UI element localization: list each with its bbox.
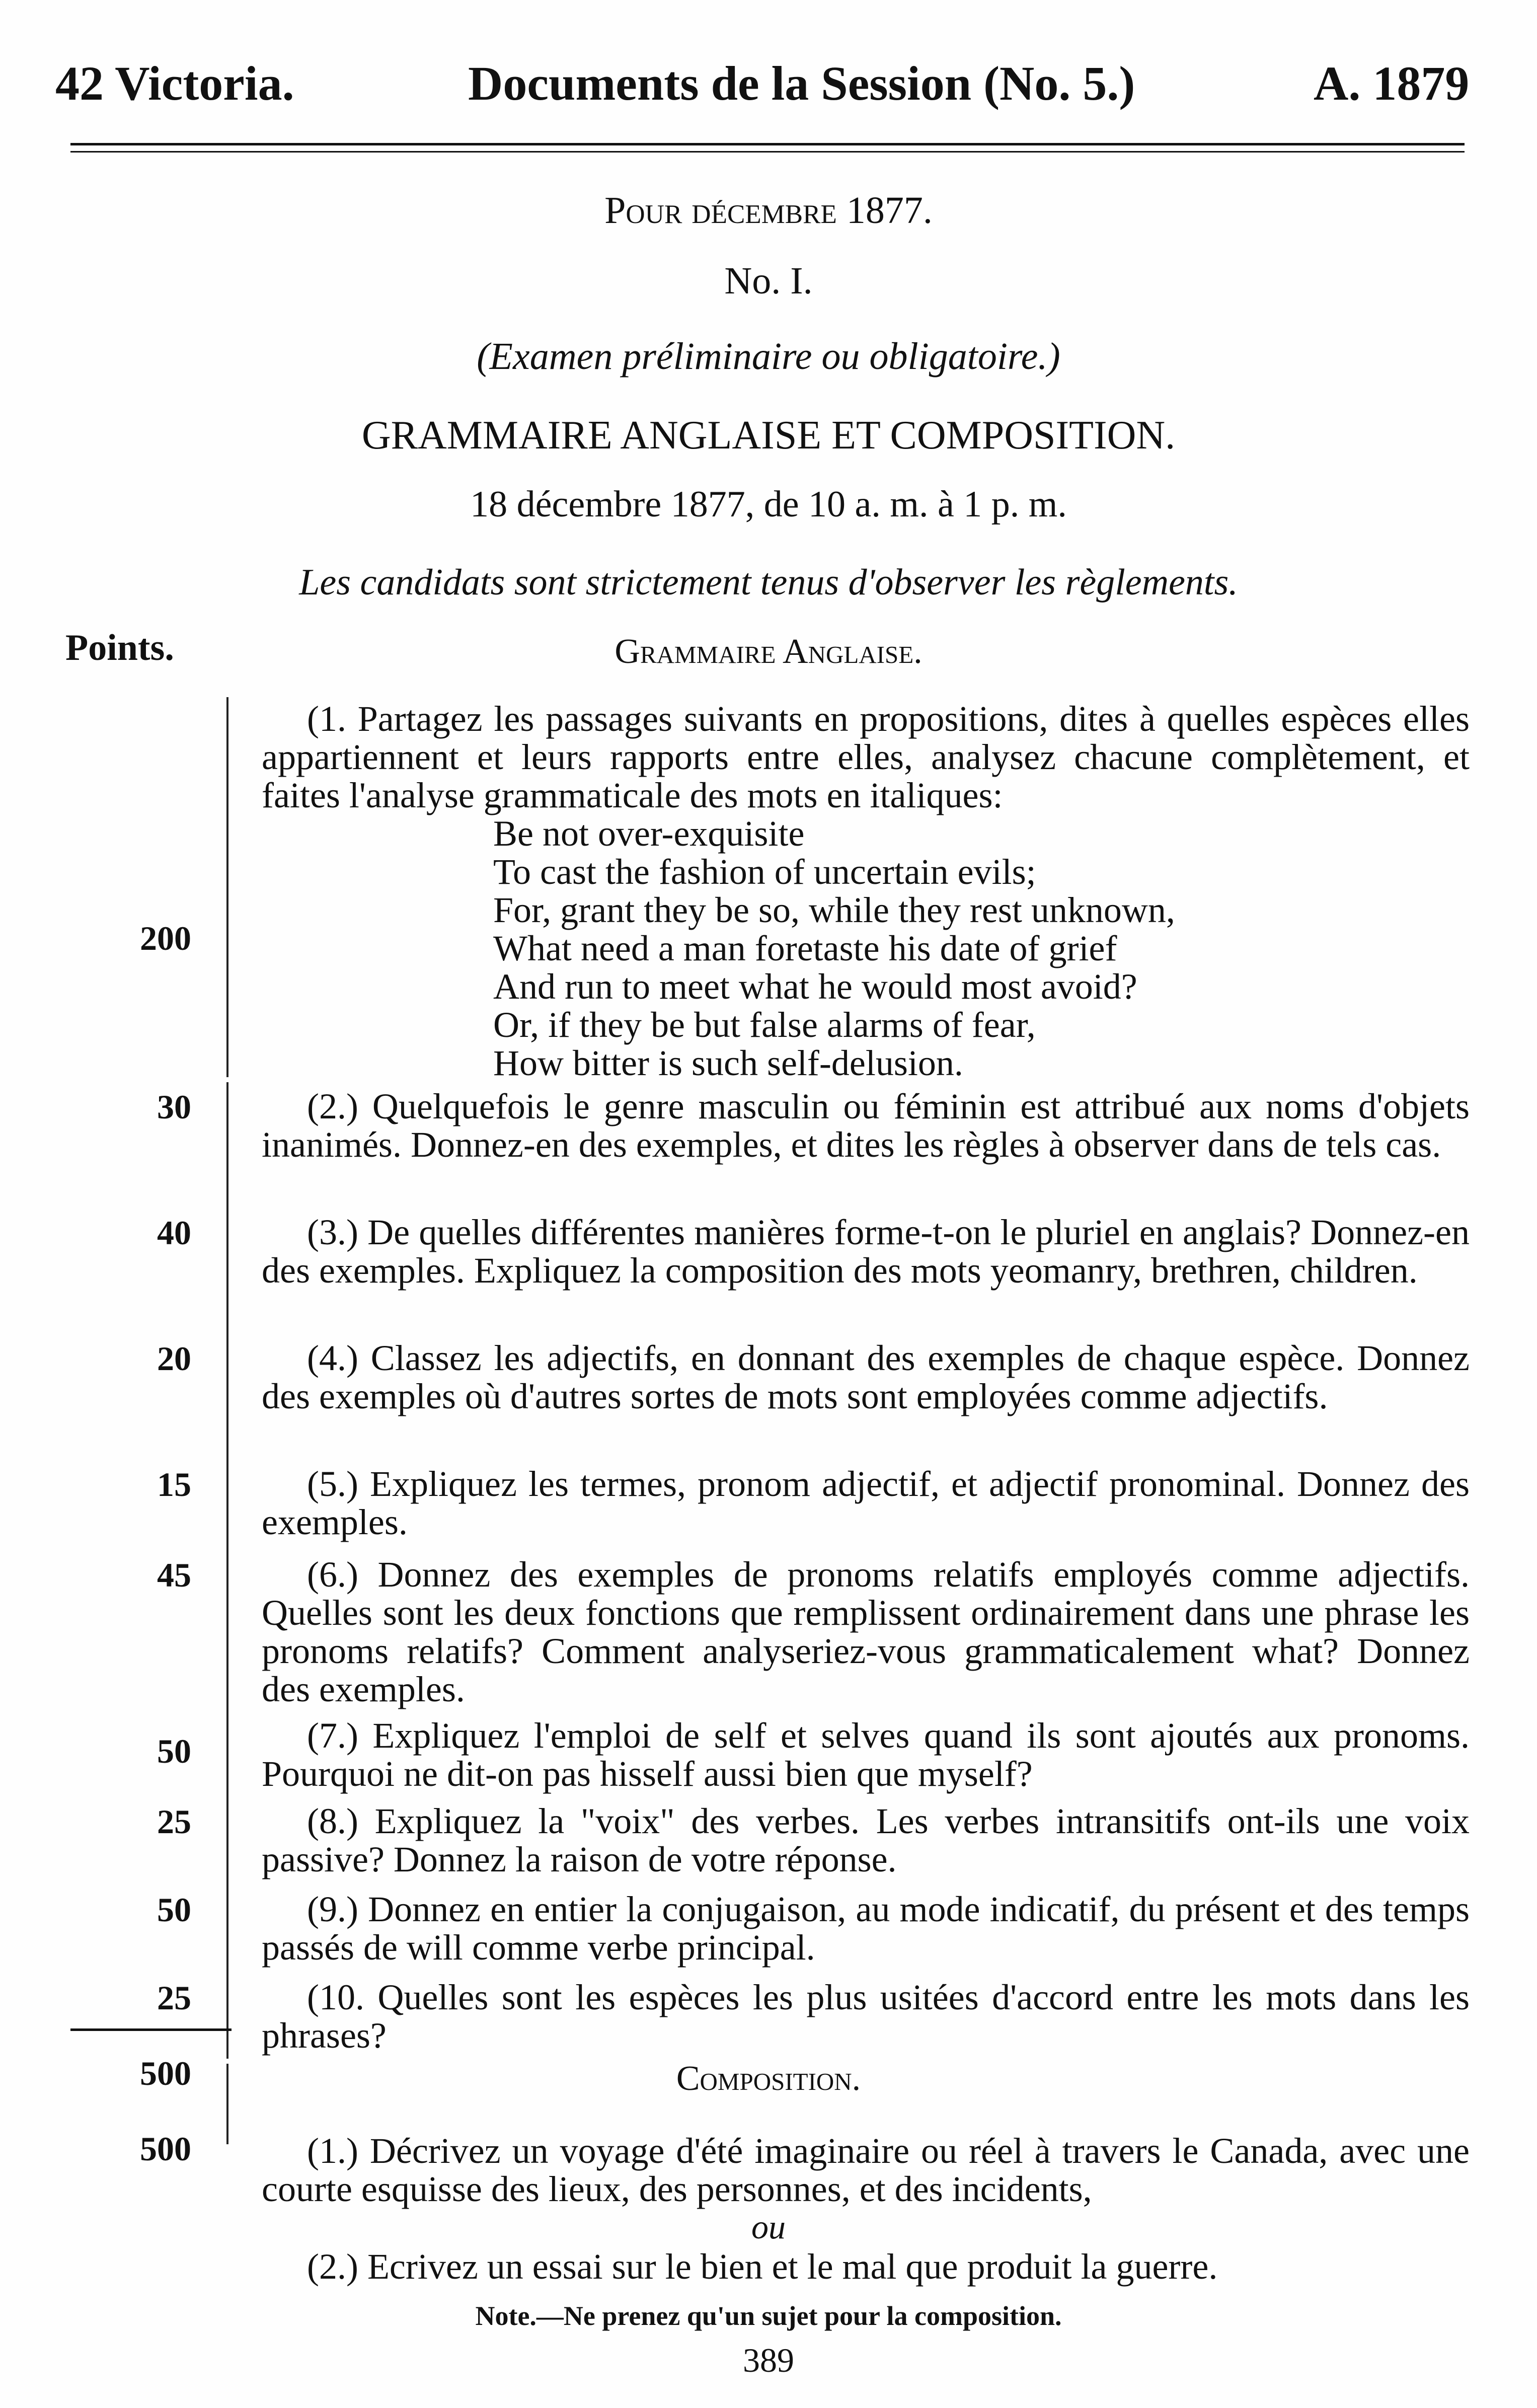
verse-line: Be not over-exquisite [493,813,805,854]
verse-line: How bitter is such self-delusion. [493,1043,963,1083]
margin-line-q1 [226,697,228,1077]
question-2-text: (2.) Quelquefois le genre masculin ou féminin est attribué aux noms d'objets inanimés. Donnez-en des exemples, et dites les règles à observer dans de tels cas. [262,1086,1470,1165]
question-5-points: 15 [157,1465,191,1503]
section-grammar: Grammaire Anglaise. [614,632,923,671]
verse-line: What need a man foretaste his date of grief [493,928,1117,968]
header-right: A. 1879 [1314,56,1470,110]
composition-2-text: (2.) Ecrivez un essai sur le bien et le mal que produit la guerre. [307,2246,1218,2287]
question-3 [262,1213,1470,1290]
question-4 [262,1339,1470,1415]
question-7-points: 50 [157,1732,191,1770]
exam-number: No. I. [724,260,813,302]
question-2-points: 30 [157,1088,191,1126]
question-10-text: (10. Quelles sont les espèces les plus usitées d'accord entre les mots dans les phrases? [262,1977,1470,2056]
question-7 [262,1716,1470,1793]
composition-or: ou [751,2208,786,2246]
question-9-points: 50 [157,1891,191,1929]
header-center: Documents de la Session (No. 5.) [468,56,1135,110]
verse-line: Or, if they be but false alarms of fear, [493,1005,1036,1045]
header-left: 42 Victoria. [55,56,294,110]
pour-line: Pour décembre 1877. [604,189,933,232]
exam-date: 18 décembre 1877, de 10 a. m. à 1 p. m. [470,484,1067,525]
question-9-text: (9.) Donnez en entier la conjugaison, au mode indicatif, du présent et des temps passés de will comme verbe principal. [262,1889,1470,1968]
question-5-text: (5.) Expliquez les termes, pronom adjectif, et adjectif pronominal. Donnez des exemples. [262,1464,1470,1542]
composition-1 [262,2132,1470,2208]
composition-2 [262,2247,1470,2286]
page-number: 389 [743,2341,794,2379]
header-rule-top [70,143,1465,145]
exam-title: GRAMMAIRE ANGLAISE ET COMPOSITION. [361,413,1176,458]
points-label: Points. [65,627,174,668]
question-10-points: 25 [157,1979,191,2017]
question-10 [262,1978,1470,2055]
question-3-points: 40 [157,1214,191,1252]
verse-line: And run to meet what he would most avoid? [493,966,1137,1007]
verse-line: For, grant they be so, while they rest unknown, [493,890,1175,930]
question-9 [262,1890,1470,1967]
question-6-text: (6.) Donnez des exemples de pronoms relatifs employés comme adjectifs. Quelles sont les deux fonctions que remplissent ordinairement dans une phrase les pronoms relatifs? Comment analyseriez-vous grammaticalement what? Donnez des exemples. [262,1554,1470,1709]
question-6 [262,1555,1470,1708]
points-total: 500 [140,2054,191,2092]
composition-note: Note.—Ne prenez qu'un sujet pour la composition. [475,2301,1062,2331]
composition-points: 500 [140,2130,191,2168]
question-2 [262,1087,1470,1164]
question-1-verse [493,814,1175,1082]
question-1-points: 200 [140,919,191,957]
header-rule-bottom [70,151,1465,153]
question-6-points: 45 [157,1556,191,1594]
question-4-points: 20 [157,1339,191,1378]
composition-1-text: (1.) Décrivez un voyage d'été imaginaire ou réel à travers le Canada, avec une courte esquisse des lieux, des personnes, et des incidents, [262,2131,1470,2209]
section-composition: Composition. [676,2059,861,2098]
question-3-text: (3.) De quelles différentes manières forme-t-on le pluriel en anglais? Donnez-en des exemples. Expliquez la composition des mots yeomanry, brethren, children. [262,1212,1470,1291]
margin-line-questions [226,1082,228,2059]
question-1 [262,700,1470,814]
points-total-rule [70,2028,232,2031]
verse-line: To cast the fashion of uncertain evils; [493,852,1036,892]
question-4-text: (4.) Classez les adjectifs, en donnant des exemples de chaque espèce. Donnez des exemples où d'autres sortes de mots sont employées comme adjectifs. [262,1338,1470,1416]
question-7-text: (7.) Expliquez l'emploi de self et selves quand ils sont ajoutés aux pronoms. Pourquoi ne dit-on pas hisself aussi bien que myself? [262,1715,1470,1794]
question-5 [262,1465,1470,1541]
rules-note: Les candidats sont strictement tenus d'observer les règlements. [299,562,1238,603]
question-8-points: 25 [157,1802,191,1841]
exam-subtitle: (Examen préliminaire ou obligatoire.) [477,335,1060,378]
question-1-text: (1. Partagez les passages suivants en propositions, dites à quelles espèces elles appartiennent et leurs rapports entre elles, analysez chacune complètement, et faites l'analyse grammaticale des mots en italiques: [262,699,1470,815]
question-8-text: (8.) Expliquez la "voix" des verbes. Les verbes intransitifs ont-ils une voix passive? Donnez la raison de votre réponse. [262,1801,1470,1879]
question-8 [262,1802,1470,1878]
